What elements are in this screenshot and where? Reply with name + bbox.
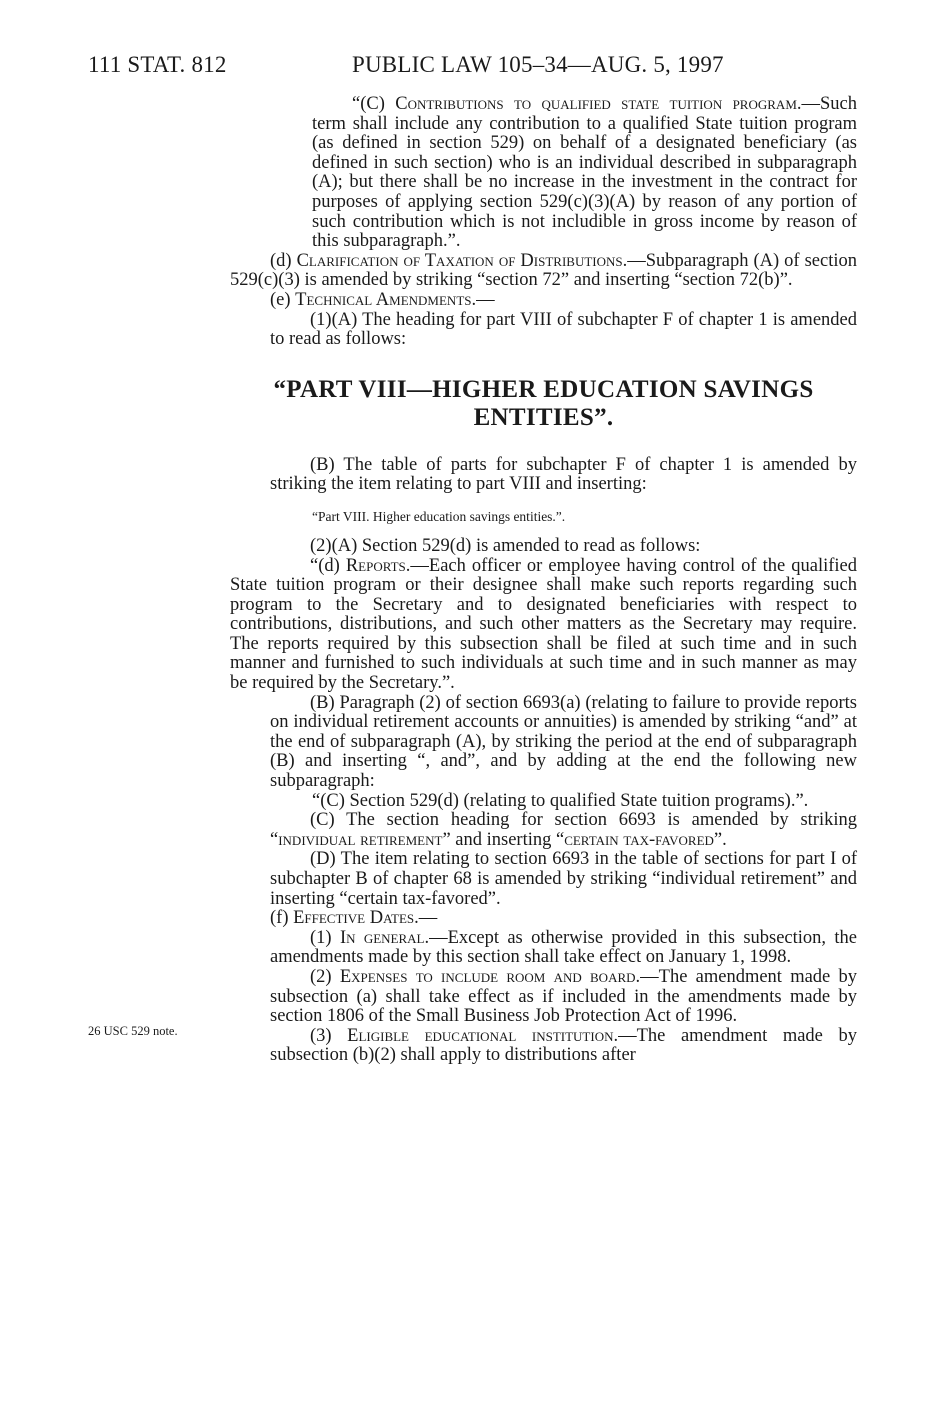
margin-citation: 26 USC 529 note.	[88, 1024, 178, 1038]
paragraph-e2c	[230, 811, 857, 850]
part-viii-heading	[230, 376, 857, 432]
paragraph-f-effective	[230, 909, 857, 929]
part-heading-line-2: ENTITIES”.	[473, 403, 614, 431]
heading-c-contributions: “(C) Contributions to qualified state tuition program.	[352, 94, 802, 114]
heading-f-effective: Effective Dates.	[293, 908, 419, 929]
text-f1: —Except as otherwise provided in this subsection, the amendments made by this section shall take effect on January 1, 1998.	[270, 927, 857, 968]
paragraph-e1a: (1)(A) The heading for part VIII of subchapter F of chapter 1 is amended to read as follows:	[270, 309, 857, 350]
text-e2c-2: ” and inserting “	[442, 829, 565, 850]
paragraph-d-reports	[230, 557, 857, 694]
law-title: PUBLIC LAW 105–34—AUG. 5, 1997	[352, 52, 724, 77]
heading-f2: Expenses to include room and board.	[339, 966, 641, 987]
label-f1: (1)	[310, 927, 340, 948]
text-c-contributions: —Such term shall include any contribution to a qualified State tuition program (as defined in section 529) on behalf of a designated beneficiary (as defined in such section) who is an individual described in subparagraph (A); but there shall be no increase in the investment in the contract for purposes of applying section 529(c)(3)(A) by reason of any portion of such contribution which is not includible in gross income by reason of this subparagraph.”.	[312, 94, 857, 252]
text-d-clarification: —Subparagraph (A) of section 529(c)(3) is amended by striking “section 72” and inserting “section 72(b)”.	[230, 250, 857, 291]
text-d-reports: —Each officer or employee having control of the qualified State tuition program or their designee shall make such reports regarding such program to the Secretary and to designated beneficiaries with respect to contributions, distributions, and such other matters as the Secretary may require. The reports required by this subsection shall be filed at such time and in such manner and furnished to such individuals at such time and in such manner as may be required by the Secretary.”.	[230, 555, 857, 694]
paragraph-f3	[230, 1027, 857, 1066]
text-e2c-1: (C) The section heading for section 6693 is amended by striking “	[270, 810, 857, 850]
label-f3: (3)	[310, 1025, 348, 1046]
paragraph-e2b-quote: “(C) Section 529(d) (relating to qualified State tuition programs).”.	[312, 790, 809, 811]
page-reference: 111 STAT. 812	[88, 52, 227, 77]
dash-f: —	[418, 908, 438, 929]
paragraph-e1b: (B) The table of parts for subchapter F of chapter 1 is amended by striking the item relating to part VIII and inserting:	[270, 454, 857, 495]
text-f3: —The amendment made by subsection (b)(2) shall apply to distributions after	[270, 1025, 857, 1066]
label-d-reports: “(d)	[310, 555, 346, 576]
text-e2c-3: ”.	[713, 829, 727, 850]
part-heading-line-1: “PART VIII—HIGHER EDUCATION SAVINGS	[273, 375, 814, 403]
statute-body	[230, 95, 857, 1066]
smallcaps-individual-retirement: individual retirement	[278, 829, 443, 850]
paragraph-e2d: (D) The item relating to section 6693 in the table of sections for part I of subchapter B of chapter 68 is amended by striking “individual retirement” and inserting “certain tax-favored”.	[270, 849, 857, 909]
heading-d-reports: Reports.	[345, 555, 411, 576]
paragraph-d-clarification	[230, 252, 857, 291]
paragraph-e2b: (B) Paragraph (2) of section 6693(a) (relating to failure to provide reports on individual retirement accounts or annuities) is amended by striking “and” at the end of subparagraph (A), by striking the period at the end of subparagraph (B) and inserting “, and”, and by adding at the end the following new subparagraph:	[270, 692, 857, 792]
label-f: (f)	[270, 908, 294, 929]
text-f2: —The amendment made by subsection (a) shall take effect as if included in the amendments made by section 1806 of the Small Business Job Protection Act of 1996.	[270, 966, 857, 1027]
heading-f1: In general.	[339, 927, 430, 948]
label-e: (e)	[270, 289, 296, 310]
part-viii-table-item: “Part VIII. Higher education savings entities.”.	[312, 508, 566, 524]
paragraph-e-technical	[230, 291, 857, 311]
dash-e: —	[476, 289, 495, 310]
heading-e-technical: Technical Amendments.	[295, 289, 477, 310]
label-f2: (2)	[310, 966, 340, 987]
paragraph-e2a: (2)(A) Section 529(d) is amended to read as follows:	[310, 535, 701, 556]
smallcaps-certain-tax-favored: certain tax-favored	[564, 829, 714, 850]
paragraph-f2	[230, 968, 857, 1027]
paragraph-c-contributions	[230, 95, 857, 252]
paragraph-f1	[230, 929, 857, 968]
heading-d-clarification: Clarification of Taxation of Distributions.	[296, 250, 628, 271]
heading-f3: Eligible educational institution.	[347, 1025, 619, 1046]
label-d: (d)	[270, 250, 297, 271]
